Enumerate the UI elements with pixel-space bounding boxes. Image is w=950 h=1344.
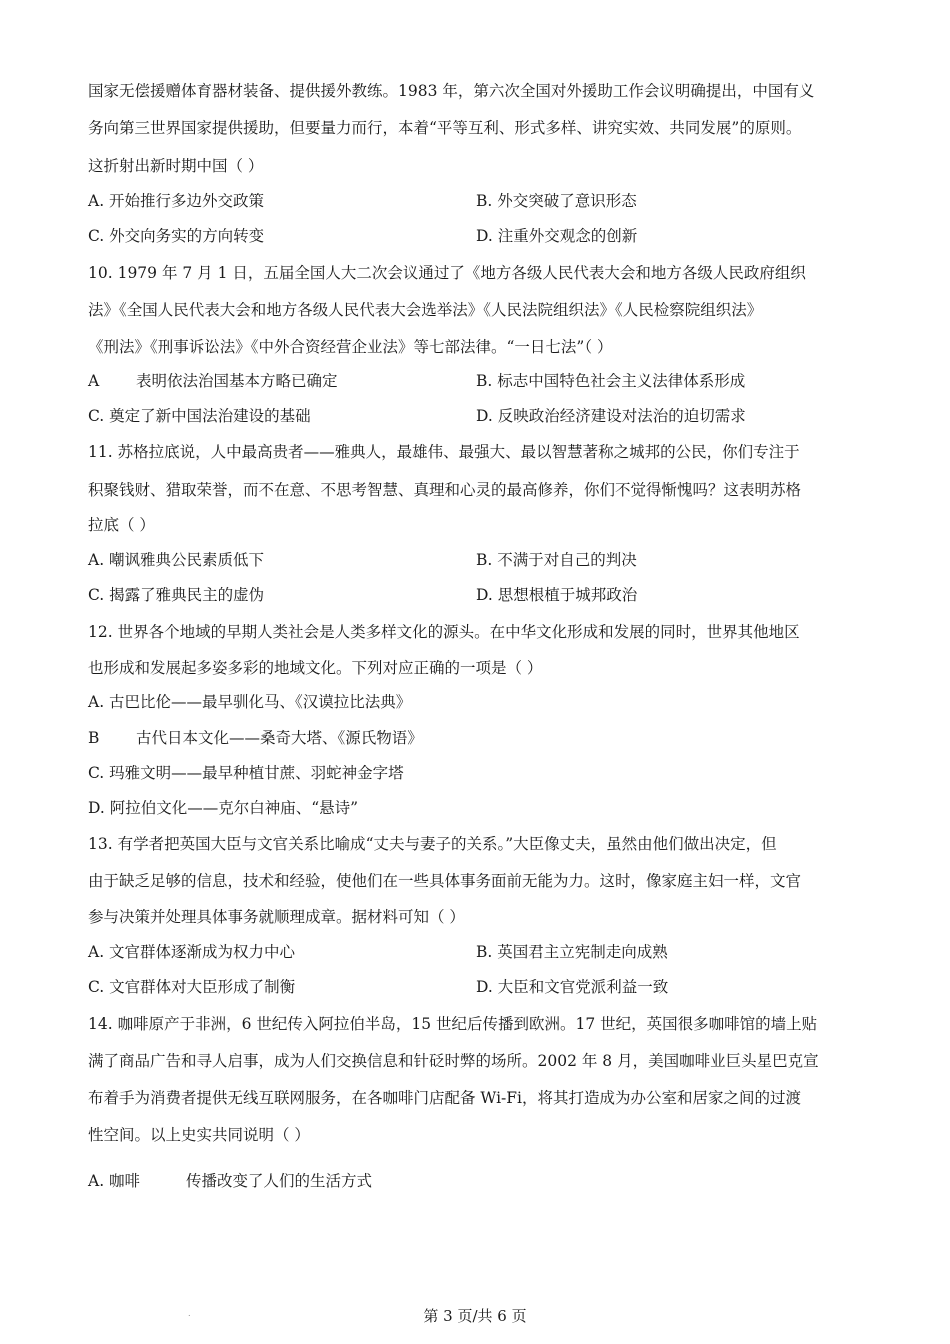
q11-option-a: A. 嘲讽雅典公民素质低下	[88, 551, 265, 569]
q11-option-c: C. 揭露了雅典民主的虚伪	[88, 586, 265, 604]
q12-line-2: 也形成和发展起多姿多彩的地域文化。下列对应正确的一项是（ ）	[88, 659, 543, 677]
q12-option-c: C. 玛雅文明——最早种植甘蔗、羽蛇神金字塔	[88, 764, 404, 782]
q14-line-4: 性空间。以上史实共同说明（ ）	[88, 1126, 310, 1144]
q14-line-2: 满了商品广告和寻人启事，成为人们交换信息和针砭时弊的场所。2002 年 8 月，美国咖啡业巨头星巴克宣	[88, 1052, 819, 1070]
q14-option-a	[88, 1170, 372, 1192]
q12-option-b-text: 古代日本文化——桑奇大塔、《源氏物语》	[136, 729, 423, 747]
q10-option-a-text: 表明依法治国基本方略已确定	[136, 372, 338, 390]
q11-option-b: B. 不满于对自己的判决	[476, 551, 637, 569]
q13-option-d: D. 大臣和文官党派利益一致	[476, 978, 669, 996]
q9-option-b: B. 外交突破了意识形态	[476, 192, 637, 210]
q14-option-a-label: A. 咖啡	[88, 1172, 141, 1190]
q10-line-3: 《刑法》《刑事诉讼法》《中外合资经营企业法》等七部法律。“一日七法”（ ）	[88, 338, 613, 356]
page-number: 第 3 页/共 6 页	[423, 1307, 527, 1325]
q10-option-d: D. 反映政治经济建设对法治的迫切需求	[476, 407, 746, 425]
q10-option-a-label: A	[88, 372, 100, 390]
q14-option-a-text: 传播改变了人们的生活方式	[186, 1172, 373, 1190]
q13-option-b: B. 英国君主立宪制走向成熟	[476, 943, 668, 961]
q11-option-d: D. 思想根植于城邦政治	[476, 586, 638, 604]
footer-dot: .	[188, 1309, 191, 1318]
q14-line-3: 布着手为消费者提供无线互联网服务，在各咖啡门店配备 Wi-Fi，将其打造成为办公室和居家之间的过渡	[88, 1089, 801, 1107]
q12-line-1: 12. 世界各个地域的早期人类社会是人类多样文化的源头。在中华文化形成和发展的同时，世界其他地区	[88, 623, 800, 641]
q12-option-a: A. 古巴比伦——最早驯化马、《汉谟拉比法典》	[88, 693, 412, 711]
q11-line-1: 11. 苏格拉底说，人中最高贵者——雅典人，最雄伟、最强大、最以智慧著称之城邦的公民，你们专注于	[88, 443, 800, 461]
q13-option-a: A. 文官群体逐渐成为权力中心	[88, 943, 296, 961]
q9-option-c: C. 外交向务实的方向转变	[88, 227, 265, 245]
q13-option-c: C. 文官群体对大臣形成了制衡	[88, 978, 296, 996]
q9-line-2: 务向第三世界国家提供援助，但要量力而行，本着“平等互利、形式多样、讲究实效、共同发展”的原则。	[88, 119, 802, 137]
q9-option-d: D. 注重外交观念的创新	[476, 227, 638, 245]
q13-line-1: 13. 有学者把英国大臣与文官关系比喻成“丈夫与妻子的关系。”大臣像丈夫，虽然由他们做出决定，但	[88, 835, 777, 853]
q10-option-b: B. 标志中国特色社会主义法律体系形成	[476, 372, 746, 390]
q12-option-b	[88, 727, 423, 749]
q10-option-c: C. 奠定了新中国法治建设的基础	[88, 407, 311, 425]
q12-option-d: D. 阿拉伯文化——克尔白神庙、“悬诗”	[88, 799, 359, 817]
q10-line-2: 法》《全国人民代表大会和地方各级人民代表大会选举法》《人民法院组织法》《人民检察院组织法》	[88, 301, 763, 319]
q9-option-a: A. 开始推行多边外交政策	[88, 192, 265, 210]
q10-option-a	[88, 370, 338, 392]
q13-line-3: 参与决策并处理具体事务就顺理成章。据材料可知（ ）	[88, 908, 465, 926]
q10-line-1: 10. 1979 年 7 月 1 日，五届全国人大二次会议通过了《地方各级人民代表大会和地方各级人民政府组织	[88, 264, 806, 282]
q12-option-b-label: B	[88, 729, 100, 747]
q11-line-2: 积聚钱财、猎取荣誉，而不在意、不思考智慧、真理和心灵的最高修养，你们不觉得惭愧吗？这表明苏格	[88, 481, 802, 499]
q9-line-1: 国家无偿援赠体育器材装备、提供援外教练。1983 年，第六次全国对外援助工作会议明确提出，中国有义	[88, 82, 815, 100]
q13-line-2: 由于缺乏足够的信息，技术和经验，使他们在一些具体事务面前无能为力。这时，像家庭主妇一样，文官	[88, 872, 802, 890]
q9-line-3: 这折射出新时期中国（ ）	[88, 157, 264, 175]
q14-line-1: 14. 咖啡原产于非洲，6 世纪传入阿拉伯半岛，15 世纪后传播到欧洲。17 世纪，英国很多咖啡馆的墙上贴	[88, 1015, 818, 1033]
q11-line-3: 拉底（ ）	[88, 516, 155, 534]
